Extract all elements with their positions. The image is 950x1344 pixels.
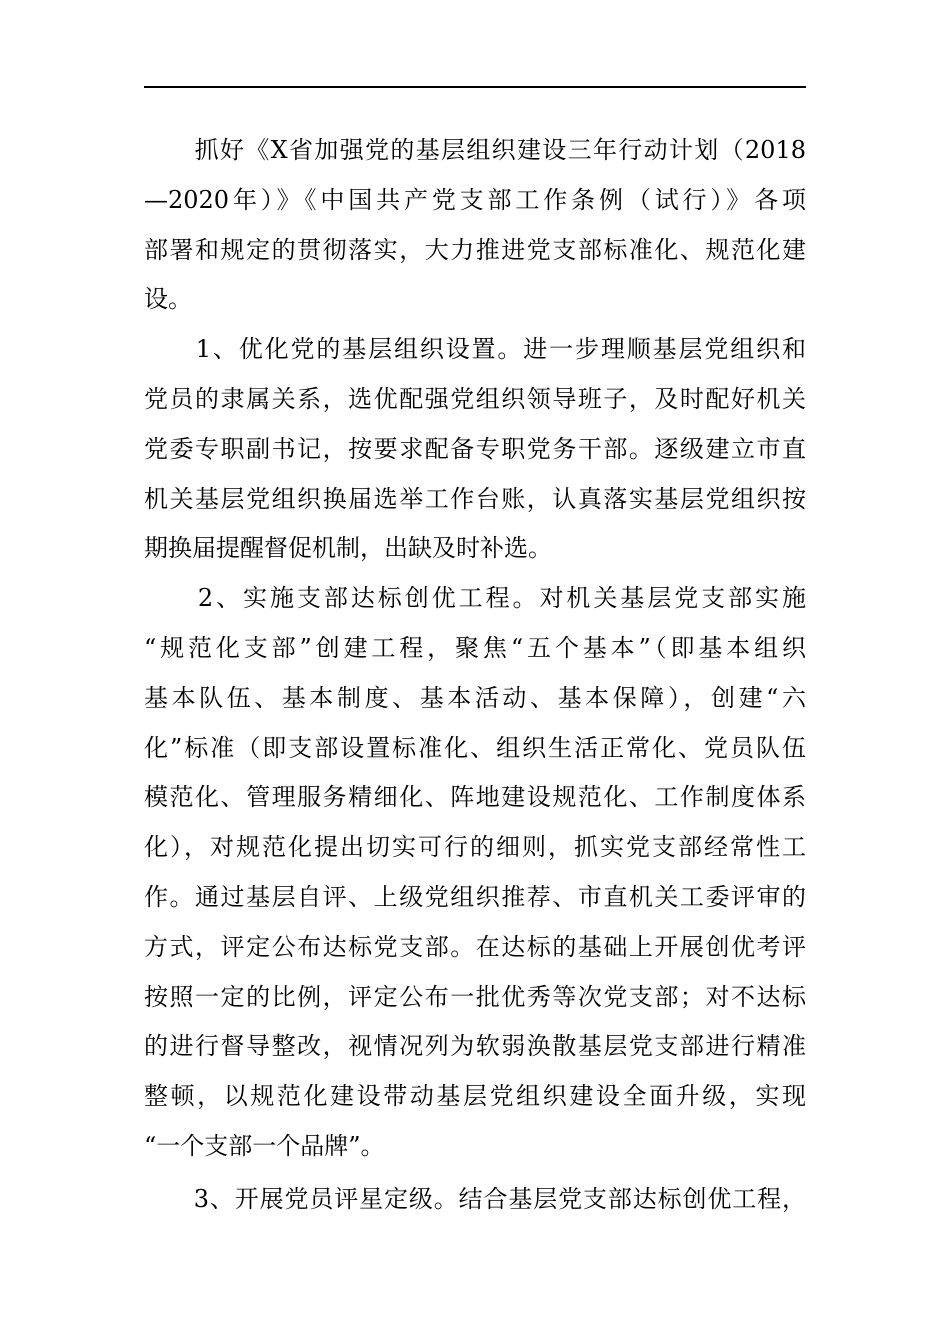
text-line: 化”标准（即支部设置标准化、组织生活正常化、党员队伍 — [144, 733, 806, 762]
text-line: 机关基层党组织换届选举工作台账，认真落实基层党组织按 — [144, 484, 806, 513]
paragraph-item-2 — [144, 574, 806, 1172]
text-line: 化），对规范化提出切实可行的细则，抓实党支部经常性工 — [144, 833, 806, 862]
text-line: 党员的隶属关系，选优配强党组织领导班子，及时配好机关 — [144, 384, 806, 413]
header-rule — [144, 86, 806, 88]
text-line: 的进行督导整改，视情况列为软弱涣散基层党支部进行精准 — [144, 1032, 806, 1061]
text-line: 基本队伍、基本制度、基本活动、基本保障），创建“六 — [144, 683, 806, 712]
text-line: 1、优化党的基层组织设置。进一步理顺基层党组织和 — [144, 335, 806, 364]
document-body — [144, 126, 806, 1225]
text-line: “一个支部一个品牌”。 — [144, 1131, 385, 1160]
text-line: 作。通过基层自评、上级党组织推荐、市直机关工委评审的 — [144, 882, 806, 911]
text-line: 抓好《X省加强党的基层组织建设三年行动计划（2018 — [144, 136, 806, 164]
text-line: 党委专职副书记，按要求配备专职党务干部。逐级建立市直 — [144, 434, 806, 463]
paragraph-intro — [144, 126, 806, 325]
paragraph-item-1 — [144, 325, 806, 574]
text-line: 整顿，以规范化建设带动基层党组织建设全面升级，实现 — [144, 1082, 806, 1111]
text-line: “规范化支部”创建工程，聚焦“五个基本”（即基本组织 — [144, 633, 806, 662]
text-line: 设。 — [144, 285, 192, 314]
text-line: 按照一定的比例，评定公布一批优秀等次党支部；对不达标 — [144, 982, 806, 1011]
text-line: 方式，评定公布达标党支部。在达标的基础上开展创优考评 — [144, 932, 806, 961]
text-line: 2、实施支部达标创优工程。对机关基层党支部实施 — [144, 584, 806, 613]
text-line: 3、开展党员评星定级。结合基层党支部达标创优工程， — [144, 1184, 806, 1213]
text-line: 部署和规定的贯彻落实，大力推进党支部标准化、规范化建 — [144, 235, 806, 264]
paragraph-item-3 — [144, 1175, 806, 1225]
text-line: —2020年）》《中国共产党支部工作条例（试行）》各项 — [144, 185, 806, 214]
text-line: 模范化、管理服务精细化、阵地建设规范化、工作制度体系 — [144, 783, 806, 812]
text-line: 期换届提醒督促机制，出缺及时补选。 — [144, 534, 552, 563]
